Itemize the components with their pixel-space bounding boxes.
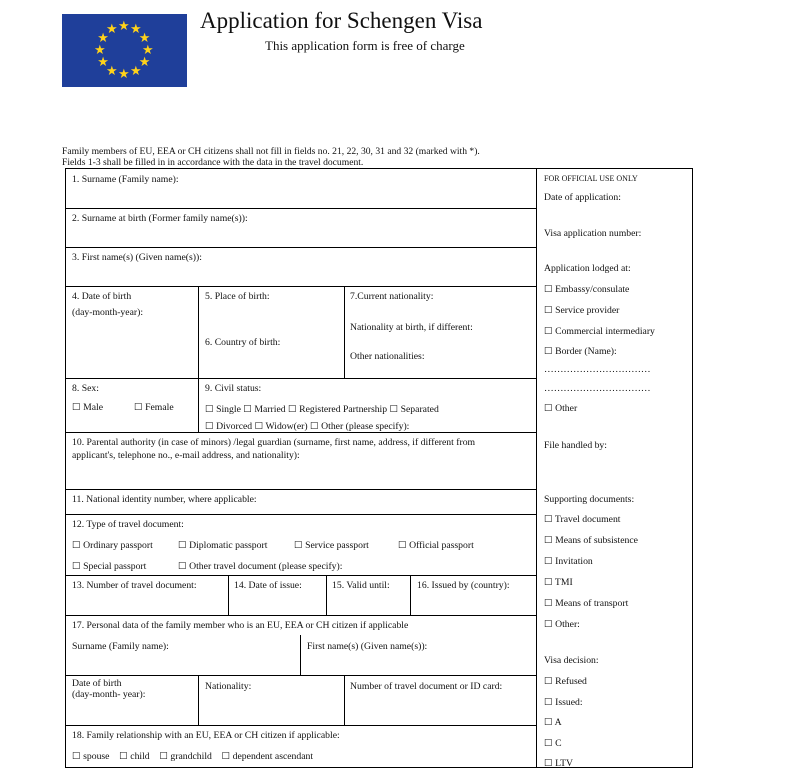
flag-star-icon: ★ [138,31,151,46]
flag-star-icon: ★ [138,55,151,70]
field-date-of-birth: 4. Date of birth [72,291,132,302]
official-date-of-application: Date of application: [544,192,621,203]
civil-status-options-row2[interactable]: ☐ Divorced ☐ Widow(er) ☐ Other (please specify): [205,421,410,432]
flag-star-icon: ★ [94,43,106,58]
instruction-note-2: Fields 1-3 shall be filled in in accordance with the data in the travel document. [62,157,364,168]
official-lodged-at: Application lodged at: [544,263,631,274]
flag-star-icon: ★ [97,55,109,70]
checkbox-type-a[interactable]: ☐ A [544,717,562,728]
checkbox-other-lodged[interactable]: ☐ Other [544,403,578,414]
checkbox-ordinary-passport[interactable]: ☐ Ordinary passport [72,540,153,551]
field-family-doc-number: Number of travel document or ID card: [350,681,503,692]
field-surname: 1. Surname (Family name): [72,174,179,185]
official-supporting-docs: Supporting documents: [544,494,635,505]
flag-star-icon: ★ [106,22,118,38]
relationship-options[interactable]: ☐ spouse ☐ child ☐ grandchild ☐ dependent ascendant [72,751,314,762]
checkbox-issued[interactable]: ☐ Issued: [544,697,583,708]
official-visa-decision: Visa decision: [544,655,599,666]
checkbox-ltv[interactable]: ☐ LTV [544,758,574,769]
field-sex: 8. Sex: [72,383,99,394]
checkbox-official-passport[interactable]: ☐ Official passport [398,540,474,551]
flag-star-icon: ★ [130,22,142,38]
field-other-nationalities: Other nationalities: [350,351,425,362]
official-application-number: Visa application number: [544,228,642,239]
field-national-id: 11. National identity number, where applicable: [72,494,257,505]
checkbox-means-of-transport[interactable]: ☐ Means of transport [544,598,629,609]
checkbox-commercial-intermediary[interactable]: ☐ Commercial intermediary [544,326,655,337]
flag-star-icon: ★ [130,63,142,79]
field-family-nationality: Nationality: [205,681,252,692]
checkbox-male[interactable]: ☐ Male [72,402,104,413]
checkbox-means-of-subsistence[interactable]: ☐ Means of subsistence [544,535,638,546]
checkbox-diplomatic-passport[interactable]: ☐ Diplomatic passport [178,540,268,551]
field-surname-at-birth: 2. Surname at birth (Former family name(s)): [72,213,248,224]
field-nationality-at-birth: Nationality at birth, if different: [350,322,473,333]
dotted-line-2: …………………………… [544,383,651,394]
instruction-note-1: Family members of EU, EEA or CH citizens shall not fill in fields no. 21, 22, 30, 31 and 32 (marked with *). [62,146,480,157]
field-family-relationship: 18. Family relationship with an EU, EEA or CH citizen if applicable: [72,730,340,741]
field-travel-doc-number: 13. Number of travel document: [72,580,197,591]
field-family-dob: Date of birth [72,678,122,689]
official-file-handled-by: File handled by: [544,440,607,451]
flag-star-icon: ★ [106,63,118,79]
field-issued-by: 16. Issued by (country): [417,580,510,591]
flag-star-icon: ★ [142,43,154,58]
page-title: Application for Schengen Visa [200,8,483,33]
checkbox-embassy[interactable]: ☐ Embassy/consulate [544,284,630,295]
eu-flag-logo [62,14,187,87]
checkbox-tmi[interactable]: ☐ TMI [544,577,573,588]
checkbox-female[interactable]: ☐ Female [134,402,174,413]
checkbox-service-passport[interactable]: ☐ Service passport [294,540,369,551]
flag-star-icon: ★ [118,19,130,34]
checkbox-type-c[interactable]: ☐ C [544,738,562,749]
checkbox-invitation[interactable]: ☐ Invitation [544,556,593,567]
field-first-names: 3. First name(s) (Given name(s)): [72,252,202,263]
field-date-of-issue: 14. Date of issue: [234,580,302,591]
dotted-line-1: …………………………… [544,364,651,375]
field-country-of-birth: 6. Country of birth: [205,337,281,348]
official-use-heading: FOR OFFICIAL USE ONLY [544,174,638,183]
field-current-nationality: 7.Current nationality: [350,291,434,302]
field-valid-until: 15. Valid until: [332,580,390,591]
page-subtitle: This application form is free of charge [265,38,465,53]
checkbox-service-provider[interactable]: ☐ Service provider [544,305,620,316]
checkbox-refused[interactable]: ☐ Refused [544,676,587,687]
field-family-surname: Surname (Family name): [72,641,169,652]
civil-status-options-row1[interactable]: ☐ Single ☐ Married ☐ Registered Partnership ☐ Separated [205,404,439,415]
field-parental-authority: 10. Parental authority (in case of minors) /legal guardian (surname, first name, address, if different from [72,437,476,448]
field-family-dob-format: (day-month- year): [72,689,146,700]
checkbox-border[interactable]: ☐ Border (Name): [544,346,617,357]
field-travel-doc-type: 12. Type of travel document: [72,519,184,530]
checkbox-other-travel-doc[interactable]: ☐ Other travel document (please specify): [178,561,343,572]
checkbox-other-supporting[interactable]: ☐ Other: [544,619,580,630]
field-civil-status: 9. Civil status: [205,383,262,394]
flag-star-icon: ★ [118,67,130,82]
field-family-member-data: 17. Personal data of the family member who is an EU, EEA or CH citizen if applicable [72,620,409,631]
checkbox-special-passport[interactable]: ☐ Special passport [72,561,147,572]
field-family-first-names: First name(s) (Given name(s)): [307,641,428,652]
field-date-of-birth-format: (day-month-year): [72,307,144,318]
checkbox-travel-document[interactable]: ☐ Travel document [544,514,621,525]
field-place-of-birth: 5. Place of birth: [205,291,270,302]
flag-star-icon: ★ [97,31,109,46]
field-parental-authority-cont: applicant's, telephone no., e-mail address, and nationality): [72,450,300,461]
